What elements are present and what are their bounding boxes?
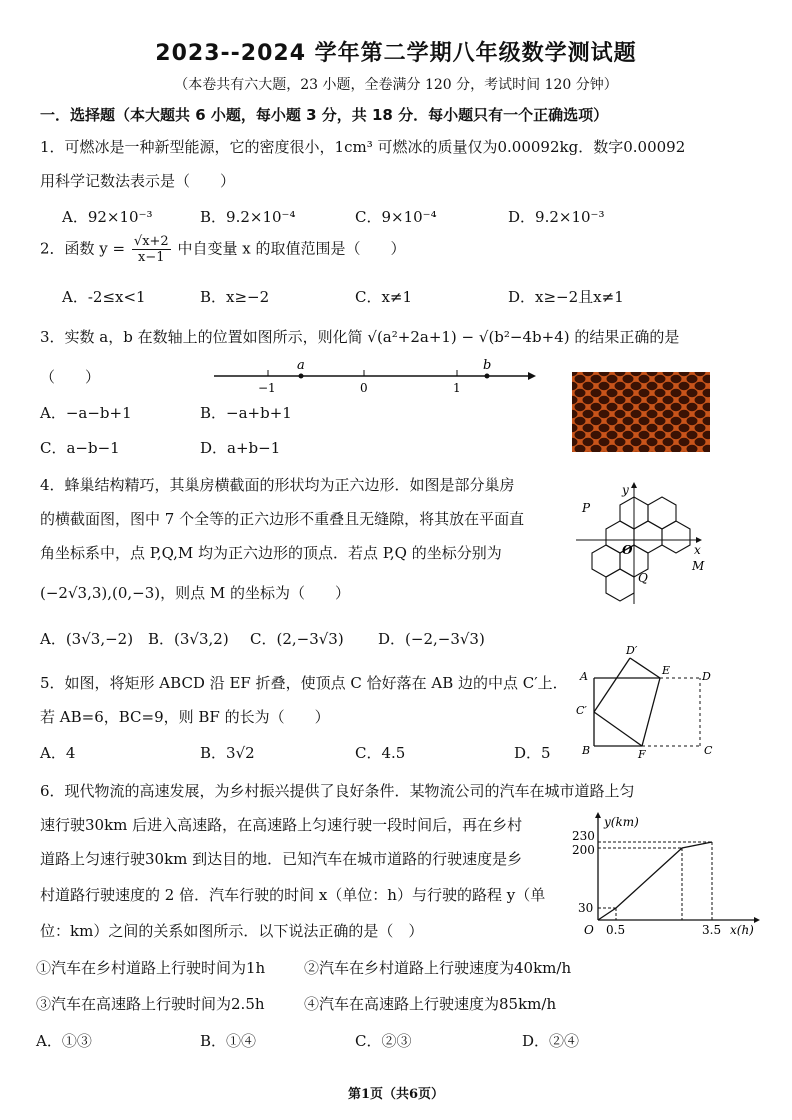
graph-y-arrow [595, 812, 601, 818]
honeycomb-texture [572, 372, 710, 452]
point-p-label: P [582, 501, 591, 515]
q6-statement-2: ②汽车在乡村道路上行驶速度为40km/h [304, 959, 572, 977]
number-line-arrow [528, 372, 536, 380]
page-number: 第1页（共6页） [347, 1087, 445, 1102]
label-C-prime: C′ [576, 704, 587, 717]
q3-option-a[interactable]: A．−a−b+1 [40, 404, 132, 422]
q2-option-a[interactable]: A．-2≤x<1 [62, 288, 146, 306]
origin-label: O [622, 543, 633, 557]
hex-low-left [592, 545, 620, 577]
hex-top-right [648, 497, 676, 529]
label-b: b [483, 358, 492, 373]
q3-option-d[interactable]: D．a+b−1 [200, 439, 281, 457]
q3-text: 3．实数 a，b 在数轴上的位置如图所示，则化简 √(a²+2a+1) − √(b²−4b+4) 的结果正确的是 [40, 328, 680, 346]
label-D: D [702, 670, 711, 683]
q6-option-a[interactable]: A．①③ [36, 1032, 92, 1050]
q1-text-line1: 1．可燃冰是一种新型能源，它的密度很小，1cm³ 可燃冰的质量仅为0.00092kg．数字0.00092 [40, 138, 686, 156]
q5-option-b[interactable]: B．3√2 [200, 744, 255, 762]
q2-suffix: 中自变量 x 的取值范围是（ ） [177, 239, 406, 258]
point-m-label: M [692, 559, 705, 573]
q4-option-d[interactable]: D．(−2,−3√3) [378, 630, 485, 648]
q3-option-b[interactable]: B．−a+b+1 [200, 404, 292, 422]
q1-text-line2: 用科学记数法表示是（ ） [40, 172, 236, 190]
label-one: 1 [453, 381, 461, 395]
hex-bottom [606, 569, 634, 601]
graph-y-label: y(km) [604, 815, 639, 829]
q2-option-b[interactable]: B．x≥−2 [200, 288, 270, 306]
tick-label-30: 30 [578, 901, 594, 915]
q4-text-line3: 角坐标系中，点 P,Q,M 均为正六边形的顶点．若点 P,Q 的坐标分别为 [40, 544, 502, 562]
label-B: B [582, 744, 591, 757]
label-C: C [704, 744, 713, 757]
q6-statement-3: ③汽车在高速路上行驶时间为2.5h [36, 995, 265, 1013]
fold-line-ef [642, 678, 660, 746]
segment-c1d1 [594, 658, 630, 712]
q2-numerator: √x+2 [133, 234, 169, 249]
label-E: E [662, 664, 671, 677]
q5-text-line1: 5．如图，将矩形 ABCD 沿 EF 折叠，使顶点 C 恰好落在 AB 边的中点 C′上． [40, 674, 568, 692]
graph-origin-label: O [584, 923, 594, 937]
rectangle-fold-figure [572, 640, 722, 758]
segment-d1e [630, 658, 660, 678]
q2-option-c[interactable]: C．x≠1 [355, 288, 413, 306]
q2-prefix: 2．函数 y = [40, 239, 126, 258]
q4-option-b[interactable]: B．(3√3,2) [148, 630, 229, 648]
tick-label-200: 200 [572, 843, 595, 857]
y-axis-label: y [622, 483, 629, 497]
q6-option-b[interactable]: B．①④ [200, 1032, 257, 1050]
segment-c1f [594, 712, 642, 746]
section-heading: 一．选择题（本大题共 6 小题，每小题 3 分，共 18 分．每小题只有一个正确选项） [40, 106, 609, 124]
q3-paren: （ ） [40, 368, 101, 386]
page-title: 2023--2024 学年第二学期八年级数学测试题 [155, 41, 637, 66]
q5-option-a[interactable]: A．4 [40, 744, 76, 762]
x-axis-label: x [694, 543, 701, 557]
graph-x-arrow [754, 917, 760, 923]
tick-label-3-5: 3.5 [702, 923, 722, 937]
q6-statement-4: ④汽车在高速路上行驶速度为85km/h [304, 995, 557, 1013]
label-zero: 0 [360, 381, 368, 395]
label-F: F [638, 748, 646, 758]
q2-text [40, 234, 405, 265]
exam-instructions: （本卷共有六大题，23 小题，全卷满分 120 分，考试时间 120 分钟） [174, 77, 618, 93]
q6-text-line3: 道路上匀速行驶30km 到达目的地．已知汽车在城市道路的行驶速度是乡 [40, 850, 523, 868]
q1-option-d[interactable]: D．9.2×10⁻³ [508, 208, 605, 226]
y-axis-arrow [631, 482, 637, 488]
hex-center [634, 521, 662, 553]
label-A: A [580, 670, 588, 683]
q1-option-a[interactable]: A．92×10⁻³ [62, 208, 153, 226]
q2-denominator: x−1 [138, 250, 165, 265]
q1-option-b[interactable]: B．9.2×10⁻⁴ [200, 208, 296, 226]
hex-mid-right [662, 521, 690, 553]
q6-text-line5: 位：km）之间的关系如图所示．以下说法正确的是（ ） [40, 922, 424, 940]
q6-text-line4: 村道路行驶速度的 2 倍．汽车行驶的时间 x（单位：h）与行驶的路程 y（单 [40, 886, 546, 904]
q5-option-c[interactable]: C．4.5 [355, 744, 406, 762]
graph-x-label: x(h) [730, 923, 754, 937]
point-q-label: Q [638, 571, 648, 585]
tick-label-230: 230 [572, 829, 595, 843]
q2-fraction [132, 234, 171, 265]
q6-text-line1: 6．现代物流的高速发展，为乡村振兴提供了良好条件．某物流公司的汽车在城市道路上匀 [40, 782, 635, 800]
q3-option-c[interactable]: C．a−b−1 [40, 439, 120, 457]
q1-option-c[interactable]: C．9×10⁻⁴ [355, 208, 437, 226]
q4-text-line2: 的横截面图，图中 7 个全等的正六边形不重叠且无缝隙，将其放在平面直 [40, 510, 525, 528]
q6-option-d[interactable]: D．②④ [522, 1032, 580, 1050]
point-b [485, 374, 490, 379]
q4-text-line4: (−2√3,3),(0,−3)，则点 M 的坐标为（ ） [40, 584, 351, 602]
q6-statement-1: ①汽车在乡村道路上行驶时间为1h [36, 959, 266, 977]
hexagon-cells [592, 497, 690, 601]
label-a: a [297, 358, 305, 373]
q2-option-d[interactable]: D．x≥−2且x≠1 [508, 288, 624, 306]
hexagon-grid-figure [566, 480, 726, 610]
number-line-figure [210, 356, 540, 396]
tick-label-0-5: 0.5 [606, 923, 626, 937]
q6-option-c[interactable]: C．②③ [355, 1032, 412, 1050]
distance-time-graph [572, 808, 764, 940]
q4-option-a[interactable]: A．(3√3,−2) [40, 630, 134, 648]
q5-option-d[interactable]: D．5 [514, 744, 551, 762]
point-a [299, 374, 304, 379]
label-D-prime: D′ [626, 644, 638, 657]
q5-text-line2: 若 AB=6，BC=9，则 BF 的长为（ ） [40, 708, 330, 726]
honeycomb-photo [572, 372, 710, 452]
q4-text-line1: 4．蜂巢结构精巧，其巢房横截面的形状均为正六边形．如图是部分巢房 [40, 476, 515, 494]
q6-text-line2: 速行驶30km 后进入高速路，在高速路上匀速行驶一段时间后，再在乡村 [40, 816, 523, 834]
label-minus-one: −1 [258, 381, 276, 395]
q4-option-c[interactable]: C．(2,−3√3) [250, 630, 344, 648]
